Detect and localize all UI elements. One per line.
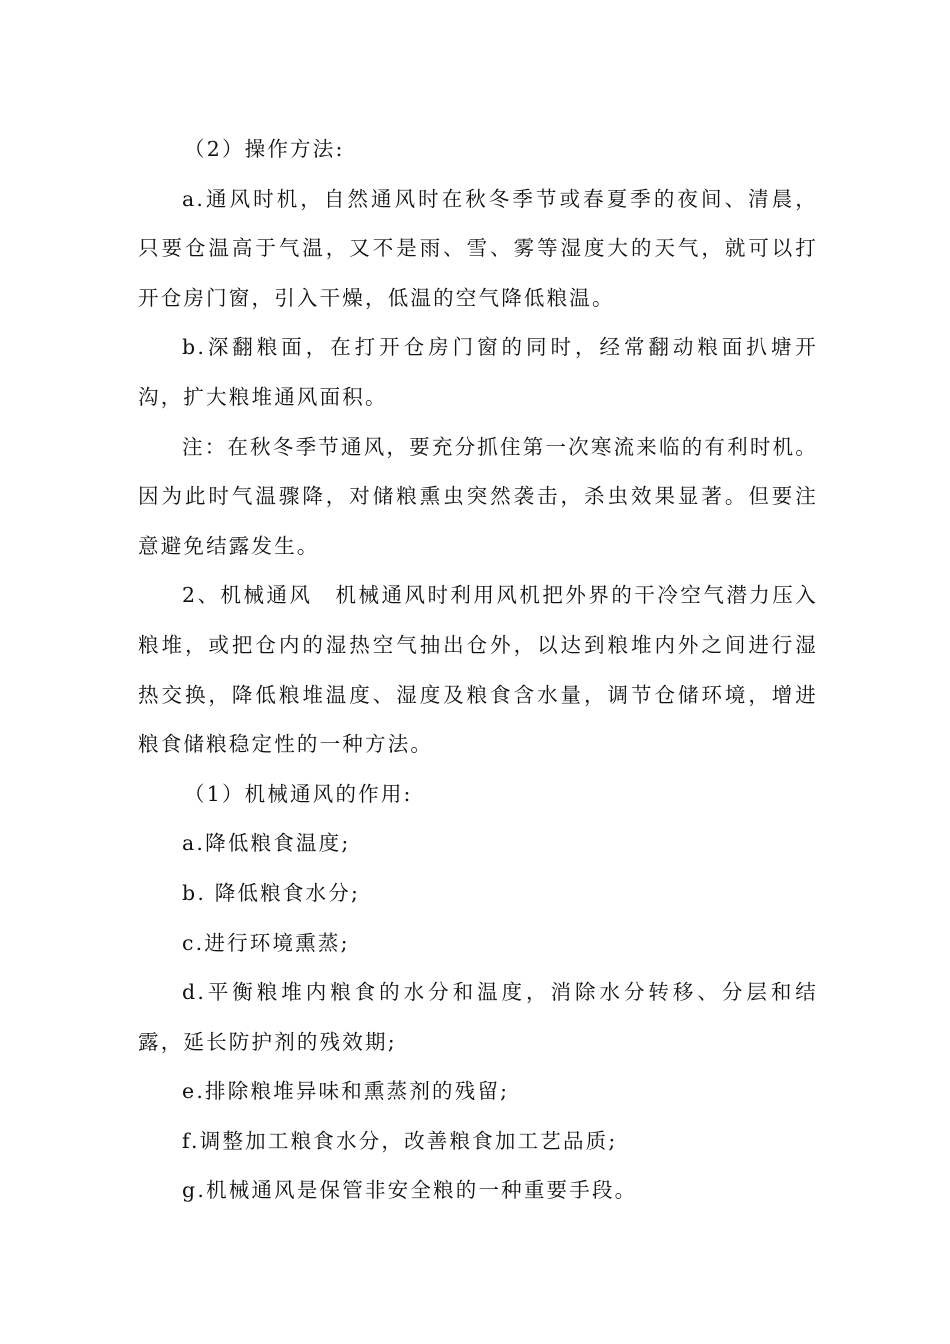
list-item-b: b. 降低粮食水分; bbox=[182, 880, 361, 905]
list-item-d: d.平衡粮堆内粮食的水分和温度，消除水分转移、分层和结露，延长防护剂的残效期; bbox=[138, 980, 818, 1054]
paragraph-mechanical-ventilation: 2、机械通风 机械通风时利用风机把外界的干冷空气潜力压入粮堆，或把仓内的湿热空气抽出仓外，以达到粮堆内外之间进行湿热交换，降低粮堆温度、湿度及粮食含水量，调节仓储环境，增进粮食储粮稳定性的一种方法。 bbox=[138, 583, 818, 757]
list-item-g: g.机械通风是保管非安全粮的一种重要手段。 bbox=[182, 1178, 638, 1203]
document-page bbox=[138, 125, 818, 1216]
paragraph-ventilation-timing: a.通风时机，自然通风时在秋冬季节或春夏季的夜间、清晨，只要仓温高于气温，又不是雨、雪、雾等湿度大的天气，就可以打开仓房门窗，引入干燥，低温的空气降低粮温。 bbox=[138, 186, 818, 310]
paragraph-deep-turning: b.深翻粮面，在打开仓房门窗的同时，经常翻动粮面扒塘开沟，扩大粮堆通风面积。 bbox=[138, 335, 818, 409]
list-item-a: a.降低粮食温度; bbox=[182, 831, 351, 856]
section-heading-operation-method: （2）操作方法: bbox=[184, 137, 345, 161]
list-item-c: c.进行环境熏蒸; bbox=[182, 930, 350, 955]
paragraph-note: 注：在秋冬季节通风，要充分抓住第一次寒流来临的有利时机。因为此时气温骤降，对储粮熏虫突然袭击，杀虫效果显著。但要注意避免结露发生。 bbox=[138, 434, 818, 558]
list-item-e: e.排除粮堆异味和熏蒸剂的残留; bbox=[182, 1079, 510, 1104]
list-item-f: f.调整加工粮食水分，改善粮食加工艺品质; bbox=[182, 1128, 618, 1153]
section-heading-mechanical-functions: （1）机械通风的作用: bbox=[184, 781, 413, 806]
